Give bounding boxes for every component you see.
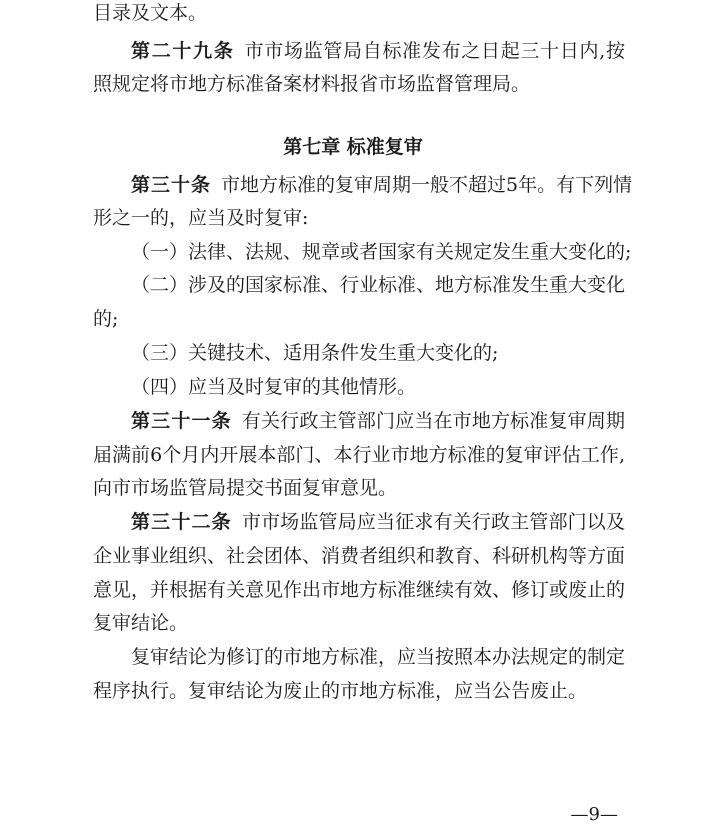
line-text: 市地方标准的复审周期一般不超过5年。有下列情	[221, 174, 633, 196]
line-text: （二）涉及的国家标准、行业标准、地方标准发生重大变化	[131, 274, 626, 296]
article-number: 第三十一条	[131, 410, 232, 432]
page-number: —9—	[570, 804, 618, 825]
line-text: 形之一的，应当及时复审:	[93, 207, 309, 229]
line-text: 届满前6个月内开展本部门、本行业市地方标准的复审评估工作,	[93, 444, 625, 466]
text-line	[131, 274, 625, 296]
text-line	[93, 545, 625, 567]
line-text: 企业事业组织、社会团体、消费者组织和教育、科研机构等方面	[93, 545, 626, 567]
line-text: 复审结论。	[93, 612, 189, 634]
article-number: 第三十二条	[131, 511, 232, 533]
line-text: 照规定将市地方标准备案材料报省市场监督管理局。	[93, 73, 531, 95]
text-line	[131, 342, 625, 364]
text-line	[131, 410, 625, 432]
line-text: 复审结论为修订的市地方标准，应当按照本办法规定的制定	[131, 646, 626, 668]
line-text: 市市场监管局自标准发布之日起三十日内,按	[244, 40, 625, 62]
line-text: 市市场监管局应当征求有关行政主管部门以及	[241, 511, 625, 533]
text-line	[93, 444, 625, 466]
line-text: 目录及文本。	[93, 2, 208, 24]
line-text: （一）法律、法规、规章或者国家有关规定发生重大变化的;	[131, 241, 632, 263]
chapter-heading: 第七章 标准复审	[283, 136, 423, 158]
line-text: 程序执行。复审结论为废止的市地方标准，应当公告废止。	[93, 680, 588, 702]
text-line	[131, 241, 632, 263]
text-line	[93, 477, 625, 499]
text-line	[93, 579, 625, 601]
text-line	[93, 612, 625, 634]
text-line	[131, 40, 625, 62]
text-line	[93, 308, 625, 330]
line-text: （四）应当及时复审的其他情形。	[131, 376, 417, 398]
text-line	[93, 207, 625, 229]
text-line	[131, 646, 625, 668]
text-line	[93, 680, 625, 702]
article-number: 第三十条	[131, 174, 212, 196]
text-line	[131, 174, 633, 196]
text-line	[93, 73, 625, 95]
line-text: 的;	[93, 308, 119, 330]
text-line	[131, 376, 625, 398]
text-line	[131, 511, 625, 533]
line-text: 有关行政主管部门应当在市地方标准复审周期	[241, 410, 625, 432]
line-text: 向市市场监管局提交书面复审意见。	[93, 477, 398, 499]
line-text: 意见，并根据有关意见作出市地方标准继续有效、修订或废止的	[93, 579, 626, 601]
article-number: 第二十九条	[131, 40, 235, 62]
text-line	[93, 2, 625, 24]
line-text: （三）关键技术、适用条件发生重大变化的;	[131, 342, 499, 364]
